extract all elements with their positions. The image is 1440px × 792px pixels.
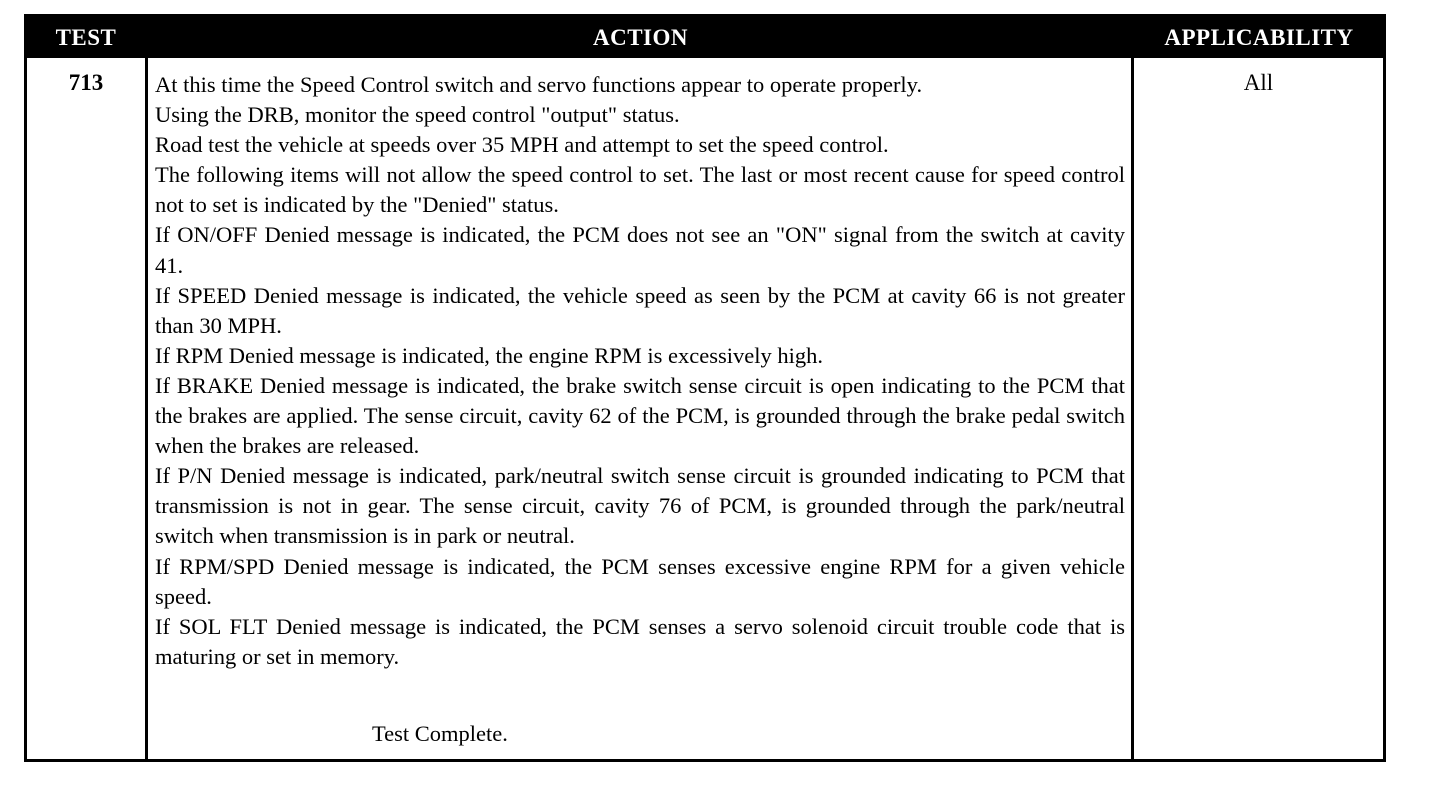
action-line: Road test the vehicle at speeds over 35 MPH and attempt to set the speed control. bbox=[155, 132, 889, 158]
header-test: TEST bbox=[55, 25, 117, 50]
action-line: If ON/OFF Denied message is indicated, the PCM does not see an "ON" signal from the switch at cavity 41. bbox=[155, 222, 1125, 278]
column-divider bbox=[1131, 58, 1134, 759]
action-line: Using the DRB, monitor the speed control "output" status. bbox=[155, 102, 680, 128]
test-number: 713 bbox=[68, 70, 104, 95]
action-text bbox=[155, 70, 1125, 672]
header-applicability: APPLICABILITY bbox=[1164, 25, 1354, 50]
action-line: At this time the Speed Control switch and servo functions appear to operate properly. bbox=[155, 72, 923, 97]
header-action: ACTION bbox=[592, 25, 688, 50]
applicability-value: All bbox=[1243, 70, 1274, 95]
table-header-row bbox=[27, 17, 1383, 58]
action-line: If P/N Denied message is indicated, park/neutral switch sense circuit is grounded indicating to PCM that transmission is not in gear. The sense circuit, cavity 76 of PCM, is grounded through the park/neutral switch when transmission is in park or neutral. bbox=[155, 463, 1125, 549]
action-line: The following items will not allow the speed control to set. The last or most recent cause for speed control not to set is indicated by the "Denied" status. bbox=[155, 162, 1125, 218]
action-line: If RPM Denied message is indicated, the engine RPM is excessively high. bbox=[155, 342, 824, 368]
test-complete-label: Test Complete. bbox=[372, 721, 508, 746]
column-divider bbox=[145, 58, 148, 759]
action-line: If SPEED Denied message is indicated, the vehicle speed as seen by the PCM at cavity 66 is not greater than 30 MPH. bbox=[155, 282, 1125, 338]
action-line: If SOL FLT Denied message is indicated, the PCM senses a servo solenoid circuit trouble code that is maturing or set in memory. bbox=[155, 613, 1125, 669]
diagnostic-table bbox=[24, 14, 1386, 762]
action-line: If RPM/SPD Denied message is indicated, the PCM senses excessive engine RPM for a given vehicle speed. bbox=[155, 553, 1125, 609]
action-line: If BRAKE Denied message is indicated, the brake switch sense circuit is open indicating to the PCM that the brakes are applied. The sense circuit, cavity 62 of the PCM, is grounded through the brake pedal switch when the brakes are released. bbox=[155, 372, 1125, 459]
